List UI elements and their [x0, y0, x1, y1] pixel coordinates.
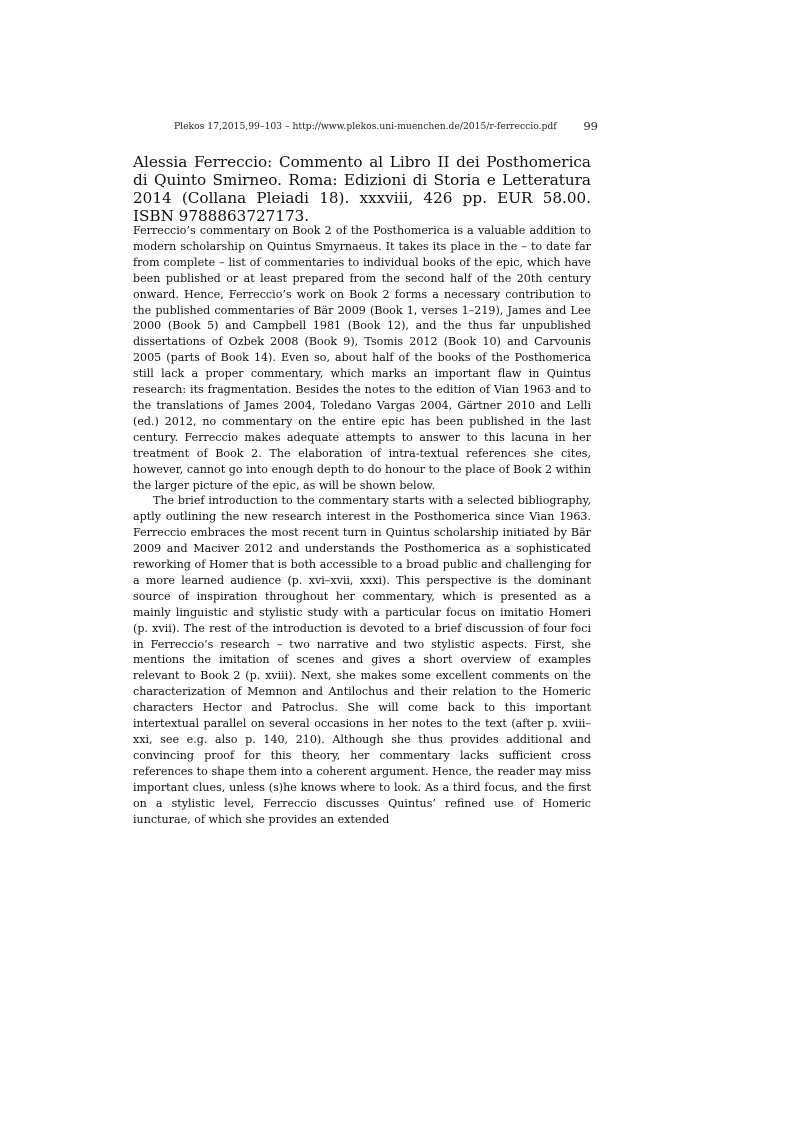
review-body — [133, 223, 591, 827]
paragraph-1: Ferreccio’s commentary on Book 2 of the Posthomerica is a valuable addition to modern scholarship on Quintus Smyrnaeus. It takes its place in the – to date far from complete – list of commentaries to individual books of the epic, which have been published or at least prepared from the second half of the 20th century onward. Hence, Ferreccio’s work on Book 2 forms a necessary contribution to the published commentaries of Bär 2009 (Book 1, verses 1–219), James and Lee 2000 (Book 5) and Campbell 1981 (Book 12), and the thus far unpublished dissertations of Ozbek 2008 (Book 9), Tsomis 2012 (Book 10) and Carvounis 2005 (parts of Book 14). Even so, about half of the books of the Posthomerica still lack a proper commentary, which marks an important flaw in Quintus research: its fragmentation. Besides the notes to the edition of Vian 1963 and to the translations of James 2004, Toledano Vargas 2004, Gärtner 2010 and Lelli (ed.) 2012, no commentary on the entire epic has been published in the last century. Ferreccio makes adequate attempts to answer to this lacuna in her treatment of Book 2. The elaboration of intra-textual references she cites, however, cannot go into enough depth to do honour to the place of Book 2 within the larger picture of the epic, as will be shown below. — [133, 224, 591, 492]
page-number: 99 — [583, 119, 598, 133]
running-head: Plekos 17,2015,99–103 – http://www.plekos.uni-muenchen.de/2015/r-ferreccio.pdf — [174, 121, 557, 132]
review-title: Alessia Ferreccio: Commento al Libro II dei Posthomerica di Quinto Smirneo. Roma: Edizioni di Storia e Letteratura 2014 (Collana Pleiadi 18). xxxviii, 426 pp. EUR 58.00. ISBN 9788863727173. — [133, 153, 591, 225]
paragraph-2: The brief introduction to the commentary starts with a selected bibliography, aptly outlining the new research interest in the Posthomerica since Vian 1963. Ferreccio embraces the most recent turn in Quintus scholarship initiated by Bär 2009 and Maciver 2012 and understands the Posthomerica as a sophisticated reworking of Homer that is both accessible to a broad public and challenging for a more learned audience (p. xvi–xvii, xxxi). This perspective is the dominant source of inspiration throughout her commentary, which is presented as a mainly linguistic and stylistic study with a particular focus on imitatio Homeri (p. xvii). The rest of the introduction is devoted to a brief discussion of four foci in Ferreccio’s research – two narrative and two stylistic aspects. First, she mentions the imitation of scenes and gives a short overview of examples relevant to Book 2 (p. xviii). Next, she makes some excellent comments on the characterization of Memnon and Antilochus and their relation to the Homeric characters Hector and Patroclus. She will come back to this important intertextual parallel on several occasions in her notes to the text (after p. xviii–xxi, see e.g. also p. 140, 210). Although she thus provides additional and convincing proof for this theory, her commentary lacks sufficient cross references to shape them into a coherent argument. Hence, the reader may miss important clues, unless (s)he knows where to look. As a third focus, and the first on a stylistic level, Ferreccio discusses Quintus’ refined use of Homeric iuncturae, of which she provides an extended — [133, 494, 591, 826]
